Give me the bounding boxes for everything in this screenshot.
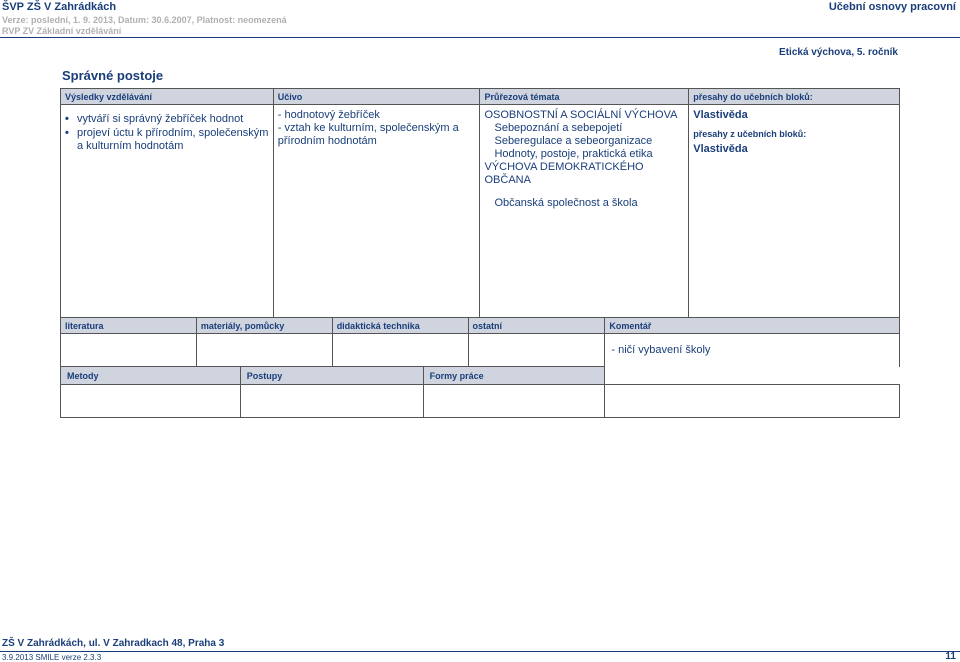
header-comment: Komentář (605, 318, 900, 334)
cross-topic-item: Sebepoznání a sebepojetí (494, 122, 623, 134)
footer-divider (0, 651, 960, 652)
header-materials: materiály, pomůcky (196, 318, 332, 334)
blank-cell (605, 385, 900, 418)
footer-address: ZŠ V Zahrádkách, ul. V Zahradkach 48, Praha 3 (2, 638, 225, 649)
cross-topic-item: Hodnoty, postoje, praktická etika (494, 148, 653, 160)
outcomes-cell (61, 105, 274, 324)
page-number: 11 (945, 651, 956, 662)
document-title: ŠVP ZŠ V Zahrádkách (2, 1, 117, 13)
overlap-to-subject: Vlastivěda (693, 109, 748, 121)
outcome-text: vytváří si správný žebříček hodnot (77, 113, 244, 125)
footer-version: 3.9.2013 SMILE verze 2.3.3 (2, 653, 102, 662)
header-cross-topics: Průřezová témata (480, 89, 689, 105)
header-overlaps-to: přesahy do učebních bloků: (689, 89, 900, 105)
bullet-icon: • (65, 113, 69, 125)
comment-text: - ničí vybavení školy (611, 344, 711, 356)
procedures-cell (240, 385, 423, 418)
cross-topic-title: OSOBNOSTNÍ A SOCIÁLNÍ VÝCHOVA (484, 109, 678, 121)
section-title: Správné postoje (62, 68, 164, 83)
main-table (60, 88, 900, 324)
ucivo-item: - vztah ke kulturním, společenským a přírodním hodnotám (277, 122, 459, 147)
cross-topics-cell (480, 105, 689, 324)
header-work-forms: Formy práce (423, 367, 605, 385)
cross-topic-item: Seberegulace a sebeorganizace (494, 135, 653, 147)
header-outcomes: Výsledky vzdělávání (61, 89, 274, 105)
cross-topic-item: Občanská společnost a škola (494, 197, 638, 209)
header-literature: literatura (61, 318, 197, 334)
outcome-text: projeví úctu k přírodním, společenským a kulturním hodnotám (77, 127, 269, 152)
header-procedures: Postupy (240, 367, 423, 385)
outcome-item (65, 113, 269, 126)
ucivo-item: - hodnotový žebříček (277, 109, 380, 121)
bullet-icon: • (65, 127, 69, 139)
header-blank (605, 367, 900, 385)
methods-table (60, 366, 900, 418)
overlaps-from-label: přesahy z učebních bloků: (693, 129, 807, 139)
overlaps-cell (689, 105, 900, 324)
header-ucivo: Učivo (273, 89, 480, 105)
methods-cell (61, 385, 241, 418)
rvp-line: RVP ZV Základní vzdělávání (2, 26, 122, 36)
overlap-from-subject: Vlastivěda (693, 143, 748, 155)
ucivo-cell (273, 105, 480, 324)
version-line: Verze: poslední, 1. 9. 2013, Datum: 30.6.2007, Platnost: neomezená (2, 15, 287, 25)
header-other: ostatní (468, 318, 605, 334)
header-right-title: Učební osnovy pracovní (828, 1, 956, 13)
header-didactic-tech: didaktická technika (332, 318, 468, 334)
work-forms-cell (423, 385, 605, 418)
header-methods: Metody (61, 367, 241, 385)
outcome-item (65, 127, 269, 153)
header-divider (0, 37, 960, 38)
cross-topic-title: VÝCHOVA DEMOKRATICKÉHO OBČANA (484, 161, 644, 186)
subject-label: Etická výchova, 5. ročník (779, 47, 898, 58)
